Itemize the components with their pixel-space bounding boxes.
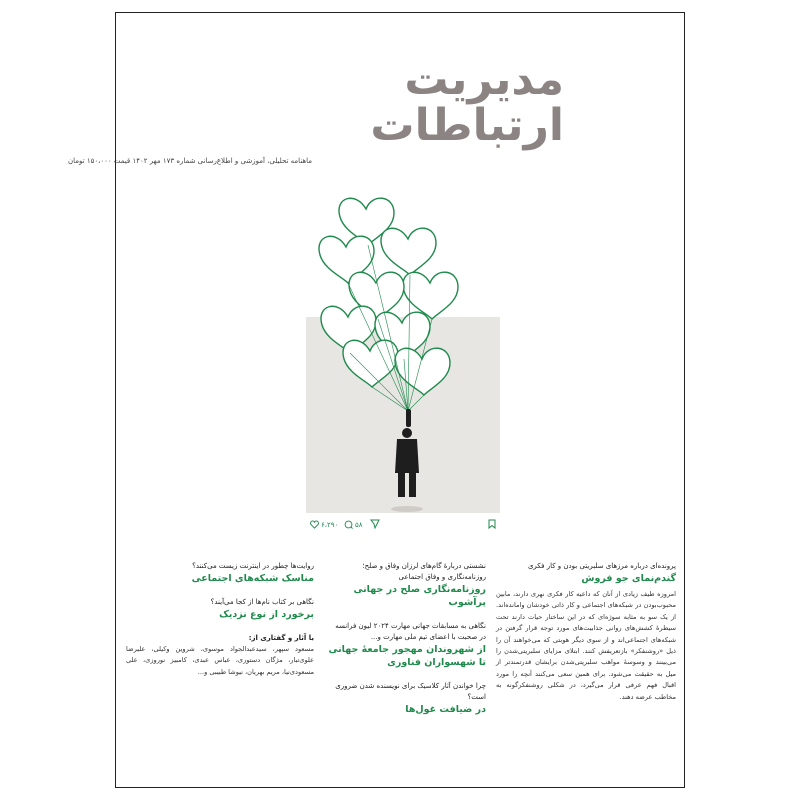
credits-title: با آثار و گفتاری از:: [248, 634, 314, 642]
comment-icon[interactable]: [344, 520, 353, 529]
middle-headline-1: روزنامه‌نگاری صلح در جهانی پرآشوب: [353, 584, 486, 608]
bookmark-icon[interactable]: [488, 519, 496, 529]
heart-icon[interactable]: [310, 520, 319, 529]
left-headline-2: برخورد از نوع نزدیک: [219, 609, 314, 620]
middle-kicker-3: چرا خواندن آثار کلاسیک برای نویسنده شدن ضروری است؟: [335, 682, 486, 701]
social-bar: [306, 517, 500, 535]
left-column: [126, 561, 314, 678]
middle-headline-3: در ضیافت غول‌ها: [405, 704, 486, 715]
masthead-title-line2: ارتباطات: [370, 100, 564, 151]
left-kicker-2: نگاهی بر کتاب نام‌ها از کجا می‌آیند؟: [210, 598, 314, 606]
left-item: [126, 597, 314, 621]
magazine-cover: [68, 12, 685, 788]
send-icon[interactable]: [370, 519, 380, 529]
balloon-man-illustration: [306, 183, 500, 523]
right-body: امروزه طیف زیادی از آنان که داعیه کار فکری‌ نهری دارند، مابین محبوب‌بودن در شبکه‌های اجتماعی و کار ذاتی خودشان وامانده‌اند. از یک سو به مثابه سوژه‌ای که در این ساختار حیات دارند تحت سیطرهٔ کشش‌های روانی جذابیت‌های مورد توجه قرار گرفتن در شبکه‌های اجتماعی‌اند و از سوی دیگر هوبتی که می‌خواهند آن را ذیل «روشنفکر» بازتعریفش کنند. ابتلای مزایای سلبریتی‌شدن را می‌بینند و وسوسهٔ مواهب سلبریتی‌شدن برایشان قدرتمندتر از میل به حقیقت می‌شود. برای همین سعی می‌کنند آنچه را مورد اقبال فهم عرفی قرار می‌گیرد، در شکلی روشنفکرگونه به مخاطب عرضه دهند.: [496, 590, 676, 701]
left-headline-1: مناسک شبکه‌های اجتماعی: [191, 573, 314, 584]
masthead: [204, 54, 564, 151]
comments-counter: [344, 520, 363, 529]
middle-item: [328, 681, 486, 716]
issue-subtitle: ماهنامه تحلیلی، آموزشی و اطلاع‌رسانی شماره ۱۷۳ مهر ۱۴۰۲ قیمت ۱۵۰،۰۰۰ تومان: [68, 157, 312, 165]
likes-count: ۶،۲۹۰: [321, 520, 339, 529]
right-headline: گندم‌نمای جو فروش: [581, 573, 676, 584]
middle-kicker-2: نگاهی به مسابقات جهانی مهارت ۲۰۲۴ لیون فرانسه در صحبت با اعضای تیم ملی مهارت و...: [335, 622, 486, 641]
left-kicker-1: روایت‌ها چطور در اینترنت زیست می‌کنند؟: [192, 562, 314, 570]
middle-item: [328, 621, 486, 669]
credits-list: مسعود سپهر، سیدعبدالجواد موسوی، شروین وکیلی، علیرضا علوی‌تبار، مژگان دستوری، عباس عبدی، کامبیز نوروزی، علی مسعودی‌نیا، مریم بهریان، نیوشا طبیبی و...: [126, 645, 314, 676]
right-column: [496, 561, 676, 703]
left-item: [126, 561, 314, 585]
masthead-title-line1: مدیریت: [404, 54, 564, 105]
middle-item: [328, 561, 486, 609]
likes-counter: [310, 520, 338, 529]
middle-headline-2: از شهروندان مهجور جامعهٔ جهانی تا شهسواران فناوری: [328, 644, 486, 668]
middle-kicker-1: نشستی دربارهٔ گام‌های لرزان وفاق و صلح؛ روزنامه‌نگاری و وفاق اجتماعی: [362, 562, 486, 581]
middle-column: [328, 561, 486, 728]
comments-count: ۵۸: [355, 520, 363, 529]
right-kicker: پرونده‌ای درباره مرزهای سلبریتی بودن و کار فکری: [527, 562, 676, 570]
